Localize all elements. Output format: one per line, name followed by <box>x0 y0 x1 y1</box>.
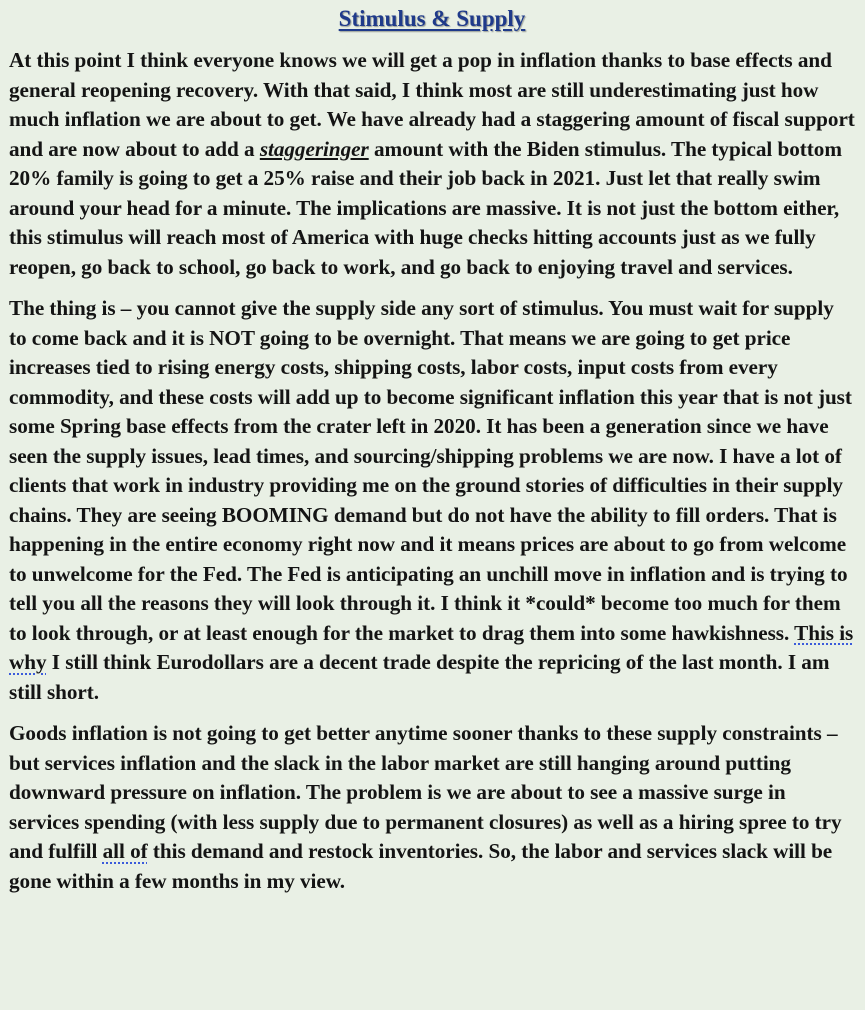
grammar-flag-this-is-why: This is why <box>9 620 854 674</box>
paragraph-3-text-b: this demand and restock inventories. So, the labor and services slack will be gone within a few months in my view. <box>9 839 833 893</box>
grammar-flag-all-of: all of <box>102 839 148 863</box>
paragraph-1 <box>9 46 855 282</box>
paragraph-1-text-b: amount with the Biden stimulus. The typical bottom 20% family is going to get a 25% raise and their job back in 2021. Just let that really swim around your head for a minute. The implications are massive. It is not just the bottom either, this stimulus will reach most of America with huge checks hitting accounts just as we fully reopen, go back to school, go back to work, and go back to enjoying travel and services. <box>9 136 842 279</box>
paragraph-3 <box>9 719 855 896</box>
paragraph-1-text-a: At this point I think everyone knows we will get a pop in inflation thanks to base effects and general reopening recovery. With that said, I think most are still underestimating just how much inflation we are about to get. We have already had a staggering amount of fiscal support and are now about to add a <box>9 48 855 161</box>
paragraph-3-text-a: Goods inflation is not going to get better anytime sooner thanks to these supply constraints – but services inflation and the slack in the labor market are still hanging around putting downward pressure on inflation. The problem is we are about to see a massive surge in services spending (with less supply due to permanent closures) as well as a hiring spree to try and fulfill <box>9 721 842 863</box>
emphasized-word: staggeringer <box>259 136 369 161</box>
paragraph-2-text-a: The thing is – you cannot give the supply side any sort of stimulus. You must wait for supply to come back and it is NOT going to be overnight. That means we are going to get price increases tied to rising energy costs, shipping costs, labor costs, input costs from every commodity, and these costs will add up to become significant inflation this year that is not just some Spring base effects from the crater left in 2020. It has been a generation since we have seen the supply issues, lead times, and sourcing/shipping problems we are now. I have a lot of clients that work in industry providing me on the ground stories of difficulties in their supply chains. They are seeing BOOMING demand but do not have the ability to fill orders. That is happening in the entire economy right now and it means prices are about to go from welcome to unwelcome for the Fed. The Fed is anticipating an unchill move in inflation and is trying to tell you all the reasons they will look through it. I think it *could* become too much for them to look through, or at least enough for the market to drag them into some hawkishness. <box>9 296 852 645</box>
document-title: Stimulus & Supply <box>338 6 526 31</box>
paragraph-2-text-b: I still think Eurodollars are a decent trade despite the repricing of the last month. I am still short. <box>9 650 830 704</box>
paragraph-2 <box>9 294 855 707</box>
